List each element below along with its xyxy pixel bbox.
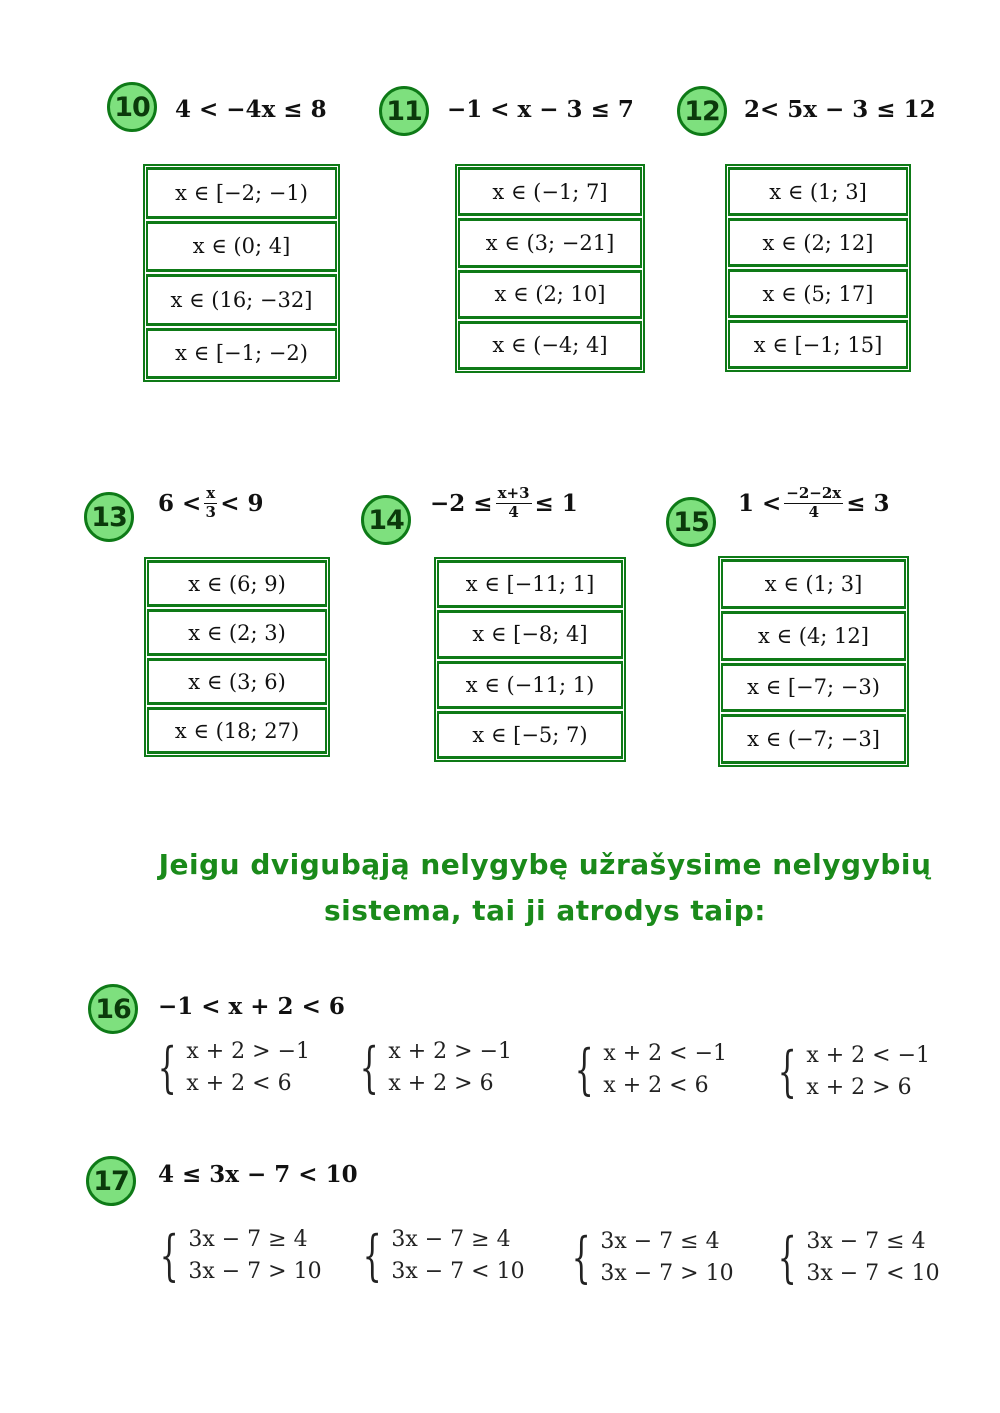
answer-option[interactable]: x ∈ (−1; 7] <box>458 167 642 216</box>
answer-option[interactable]: x ∈ (2; 10] <box>458 270 642 319</box>
answer-option[interactable]: x ∈ (−7; −3] <box>721 714 906 764</box>
system-line: 3x − 7 ≥ 4 <box>391 1227 511 1252</box>
answer-option[interactable]: x ∈ [−5; 7) <box>437 711 623 759</box>
heading-line-2: sistema, tai ji atrodys taip: <box>324 894 766 927</box>
system-option[interactable] <box>567 1038 727 1102</box>
system-line: x + 2 < 6 <box>186 1071 292 1096</box>
expr-left: −2 ≤ <box>430 489 493 517</box>
answer-option[interactable]: x ∈ [−2; −1) <box>146 167 337 219</box>
answer-option[interactable]: x ∈ [−1; 15] <box>728 320 908 369</box>
brace-icon: { <box>777 1040 797 1103</box>
fraction <box>496 486 532 521</box>
brace-icon: { <box>571 1226 591 1289</box>
problem-13-options <box>144 557 330 757</box>
system-line: x + 2 > −1 <box>388 1039 513 1064</box>
answer-option[interactable]: x ∈ (−4; 4] <box>458 321 642 370</box>
answer-option[interactable]: x ∈ [−1; −2) <box>146 328 337 380</box>
answer-option[interactable]: x ∈ (18; 27) <box>147 707 327 754</box>
problem-10-options <box>143 164 340 382</box>
expr-right: ≤ 3 <box>846 489 890 517</box>
problem-15-number-badge: 15 <box>666 497 716 547</box>
problem-11-number-badge: 11 <box>379 86 429 136</box>
heading-line-1: Jeigu dvigubąją nelygybę užrašysime nelygybių <box>158 848 932 881</box>
fraction-denominator: 4 <box>808 502 819 521</box>
system-line: 3x − 7 ≥ 4 <box>188 1227 308 1252</box>
answer-option[interactable]: x ∈ (2; 12] <box>728 218 908 267</box>
fraction-numerator: x+3 <box>497 484 530 502</box>
section-heading <box>100 842 990 934</box>
brace-icon: { <box>159 1224 179 1287</box>
fraction-denominator: 3 <box>205 502 216 521</box>
problem-14-options <box>434 557 626 762</box>
problem-12-options <box>725 164 911 372</box>
system-line: 3x − 7 ≤ 4 <box>806 1229 926 1254</box>
problem-12-number-badge: 12 <box>677 86 727 136</box>
brace-icon: { <box>574 1038 594 1101</box>
system-line: x + 2 < −1 <box>603 1041 728 1066</box>
answer-option[interactable]: x ∈ (16; −32] <box>146 274 337 326</box>
problem-14-number-badge: 14 <box>361 495 411 545</box>
brace-icon: { <box>362 1224 382 1287</box>
system-line: x + 2 < −1 <box>806 1043 931 1068</box>
answer-option[interactable]: x ∈ (2; 3) <box>147 609 327 656</box>
answer-option[interactable]: x ∈ (1; 3] <box>728 167 908 216</box>
problem-17-number-badge: 17 <box>86 1156 136 1206</box>
problem-10-number-badge: 10 <box>107 82 157 132</box>
fraction-numerator: −2−2x <box>786 484 842 502</box>
problem-17-expression: 4 ≤ 3x − 7 < 10 <box>158 1161 358 1188</box>
problem-11-options <box>455 164 645 373</box>
problem-16-expression: −1 < x + 2 < 6 <box>158 993 345 1020</box>
answer-option[interactable]: x ∈ (4; 12] <box>721 611 906 661</box>
system-line: 3x − 7 > 10 <box>600 1261 734 1286</box>
system-option[interactable] <box>564 1226 734 1290</box>
expr-right: < 9 <box>220 489 264 517</box>
problem-16-number-badge: 16 <box>88 984 138 1034</box>
system-line: 3x − 7 < 10 <box>391 1259 525 1284</box>
fraction <box>784 486 843 521</box>
system-line: 3x − 7 > 10 <box>188 1259 322 1284</box>
fraction <box>204 486 217 521</box>
system-line: x + 2 > −1 <box>186 1039 311 1064</box>
answer-option[interactable]: x ∈ (6; 9) <box>147 560 327 607</box>
system-line: x + 2 > 6 <box>806 1075 912 1100</box>
expr-right: ≤ 1 <box>534 489 578 517</box>
system-line: 3x − 7 ≤ 4 <box>600 1229 720 1254</box>
expr-left: 6 < <box>158 489 202 517</box>
system-line: x + 2 < 6 <box>603 1073 709 1098</box>
system-option[interactable] <box>152 1224 322 1288</box>
fraction-numerator: x <box>206 484 216 502</box>
expr-left: 1 < <box>738 489 782 517</box>
problem-13-number-badge: 13 <box>84 492 134 542</box>
fraction-denominator: 4 <box>508 502 519 521</box>
brace-icon: { <box>777 1226 797 1289</box>
brace-icon: { <box>157 1036 177 1099</box>
problem-14-expression <box>430 486 578 521</box>
system-option[interactable] <box>770 1226 940 1290</box>
answer-option[interactable]: x ∈ (3; −21] <box>458 218 642 267</box>
problem-10-expression: 4 < −4x ≤ 8 <box>175 96 327 123</box>
answer-option[interactable]: x ∈ [−7; −3) <box>721 663 906 713</box>
answer-option[interactable]: x ∈ (3; 6) <box>147 658 327 705</box>
problem-15-options <box>718 556 909 767</box>
answer-option[interactable]: x ∈ (0; 4] <box>146 221 337 273</box>
system-option[interactable] <box>352 1036 512 1100</box>
answer-option[interactable]: x ∈ [−11; 1] <box>437 560 623 608</box>
system-line: 3x − 7 < 10 <box>806 1261 940 1286</box>
answer-option[interactable]: x ∈ [−8; 4] <box>437 610 623 658</box>
answer-option[interactable]: x ∈ (5; 17] <box>728 269 908 318</box>
system-option[interactable] <box>150 1036 310 1100</box>
brace-icon: { <box>359 1036 379 1099</box>
system-option[interactable] <box>770 1040 930 1104</box>
problem-15-expression <box>738 486 890 521</box>
problem-11-expression: −1 < x − 3 ≤ 7 <box>447 96 634 123</box>
system-option[interactable] <box>355 1224 525 1288</box>
answer-option[interactable]: x ∈ (−11; 1) <box>437 661 623 709</box>
answer-option[interactable]: x ∈ (1; 3] <box>721 559 906 609</box>
problem-12-expression: 2< 5x − 3 ≤ 12 <box>744 96 936 123</box>
system-line: x + 2 > 6 <box>388 1071 494 1096</box>
problem-13-expression <box>158 486 264 521</box>
